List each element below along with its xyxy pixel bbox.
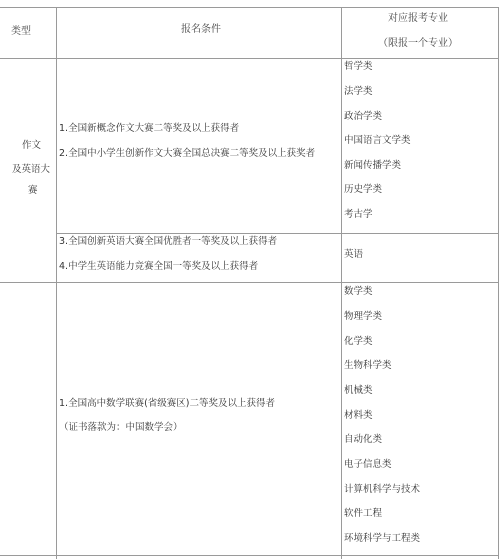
major-item: 自动化类 [344, 434, 383, 445]
row1-type-line3: 赛 [28, 185, 38, 196]
major-item: 政治学类 [344, 111, 383, 122]
major-item: 机械类 [344, 385, 373, 396]
major-item: 电子信息类 [344, 459, 392, 470]
row1-type-line1: 作文 [22, 140, 42, 151]
condition-column-border [341, 7, 342, 559]
table-top-border [0, 7, 499, 8]
header-major-sublabel: （限报一个专业） [378, 38, 458, 49]
major-item: 英语 [344, 249, 364, 260]
header-condition-label: 报名条件 [181, 24, 221, 35]
major-item: 新闻传播学类 [344, 160, 402, 171]
row1-condition-2: 2.全国中小学生创新作文大赛全国总决赛二等奖及以上获奖者 [59, 148, 316, 159]
type-column-border [56, 7, 57, 559]
header-major-label: 对应报考专业 [388, 13, 448, 24]
major-item: 材料类 [344, 410, 373, 421]
row1-condition-3: 3.全国创新英语大赛全国优胜者一等奖及以上获得者 [59, 236, 278, 247]
row2-bottom-border [0, 555, 499, 556]
major-item: 数学类 [344, 286, 373, 297]
major-item: 化学类 [344, 336, 373, 347]
row2-condition-note: （证书落款为：中国数学会） [59, 422, 183, 433]
major-item: 中国语言文学类 [344, 135, 411, 146]
header-type-label: 类型 [11, 26, 31, 37]
row1-group-divider [56, 233, 499, 234]
row2-condition-1: 1.全国高中数学联赛(省级赛区)二等奖及以上获得者 [59, 398, 275, 409]
major-item: 考古学 [344, 209, 373, 220]
major-item: 历史学类 [344, 184, 383, 195]
major-item: 生物科学类 [344, 360, 392, 371]
major-item: 软件工程 [344, 508, 383, 519]
major-item: 哲学类 [344, 61, 373, 72]
major-item: 物理学类 [344, 311, 383, 322]
major-item: 法学类 [344, 86, 373, 97]
row1-type-line2: 及英语大 [12, 164, 51, 175]
row1-condition-4: 4.中学生英语能力竞赛全国一等奖及以上获得者 [59, 261, 259, 272]
major-item: 计算机科学与技术 [344, 484, 421, 495]
row1-bottom-border [0, 282, 499, 283]
major-item: 环境科学与工程类 [344, 533, 421, 544]
header-bottom-border [0, 58, 499, 59]
row1-condition-1: 1.全国新概念作文大赛二等奖及以上获得者 [59, 123, 240, 134]
